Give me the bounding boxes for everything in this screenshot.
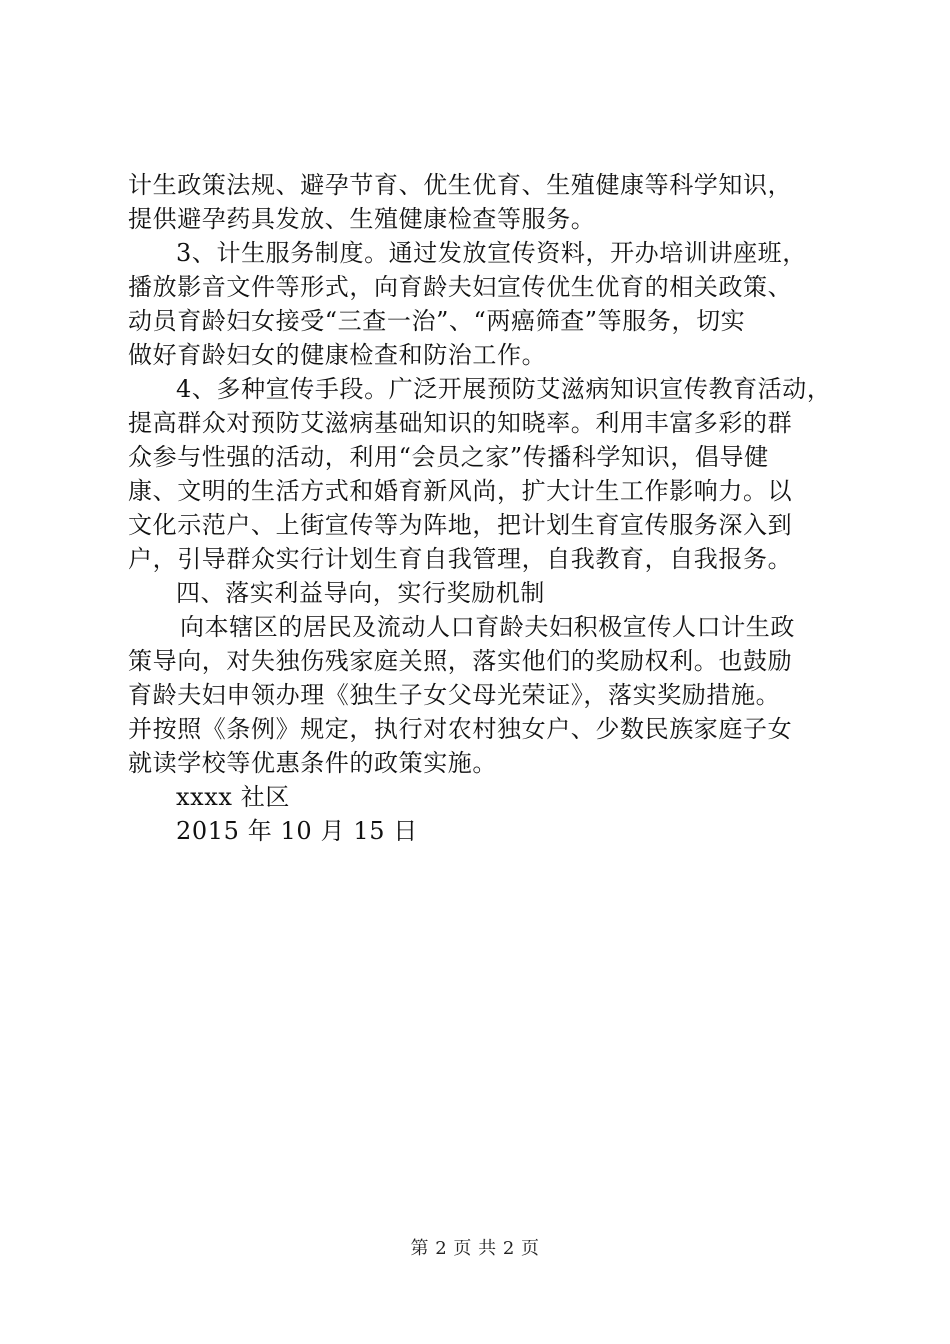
text-line: 众参与性强的活动，利用“会员之家”传播科学知识，倡导健 xyxy=(128,443,769,471)
text-line: 就读学校等优惠条件的政策实施。 xyxy=(128,749,497,777)
text-line: 做好育龄妇女的健康检查和防治工作。 xyxy=(128,341,547,369)
signature-date: 2015 年 10 月 15 日 xyxy=(176,817,418,845)
text-line: 4、多种宣传手段。广泛开展预防艾滋病知识宣传教育活动， xyxy=(176,375,832,403)
text-line: 并按照《条例》规定，执行对农村独女户、少数民族家庭子女 xyxy=(128,715,793,743)
text-line: 提高群众对预防艾滋病基础知识的知晓率。利用丰富多彩的群 xyxy=(128,409,793,437)
signature-community: xxxx 社区 xyxy=(176,783,290,811)
text-line: 康、文明的生活方式和婚育新风尚，扩大计生工作影响力。以 xyxy=(128,477,793,505)
page-footer: 第 2 页 共 2 页 xyxy=(410,1238,540,1259)
text-line: 计生政策法规、避孕节育、优生优育、生殖健康等科学知识， xyxy=(128,171,793,199)
text-line: 提供避孕药具发放、生殖健康检查等服务。 xyxy=(128,205,596,233)
document-body xyxy=(128,168,848,848)
text-line: 播放影音文件等形式，向育龄夫妇宣传优生优育的相关政策、 xyxy=(128,273,793,301)
text-line: 3、计生服务制度。通过发放宣传资料，开办培训讲座班， xyxy=(176,239,807,267)
section-heading: 四、落实利益导向，实行奖励机制 xyxy=(176,579,545,607)
text-line: 育龄夫妇申领办理《独生子女父母光荣证》，落实奖励措施。 xyxy=(128,681,781,709)
text-line: 向本辖区的居民及流动人口育龄夫妇积极宣传人口计生政 xyxy=(180,613,795,641)
text-line: 户，引导群众实行计划生育自我管理，自我教育，自我报务。 xyxy=(128,545,793,573)
text-line: 动员育龄妇女接受“三查一治”、“两癌筛查”等服务，切实 xyxy=(128,307,746,335)
text-line: 文化示范户、上街宣传等为阵地，把计划生育宣传服务深入到 xyxy=(128,511,793,539)
text-line: 策导向，对失独伤残家庭关照，落实他们的奖励权利。也鼓励 xyxy=(128,647,793,675)
